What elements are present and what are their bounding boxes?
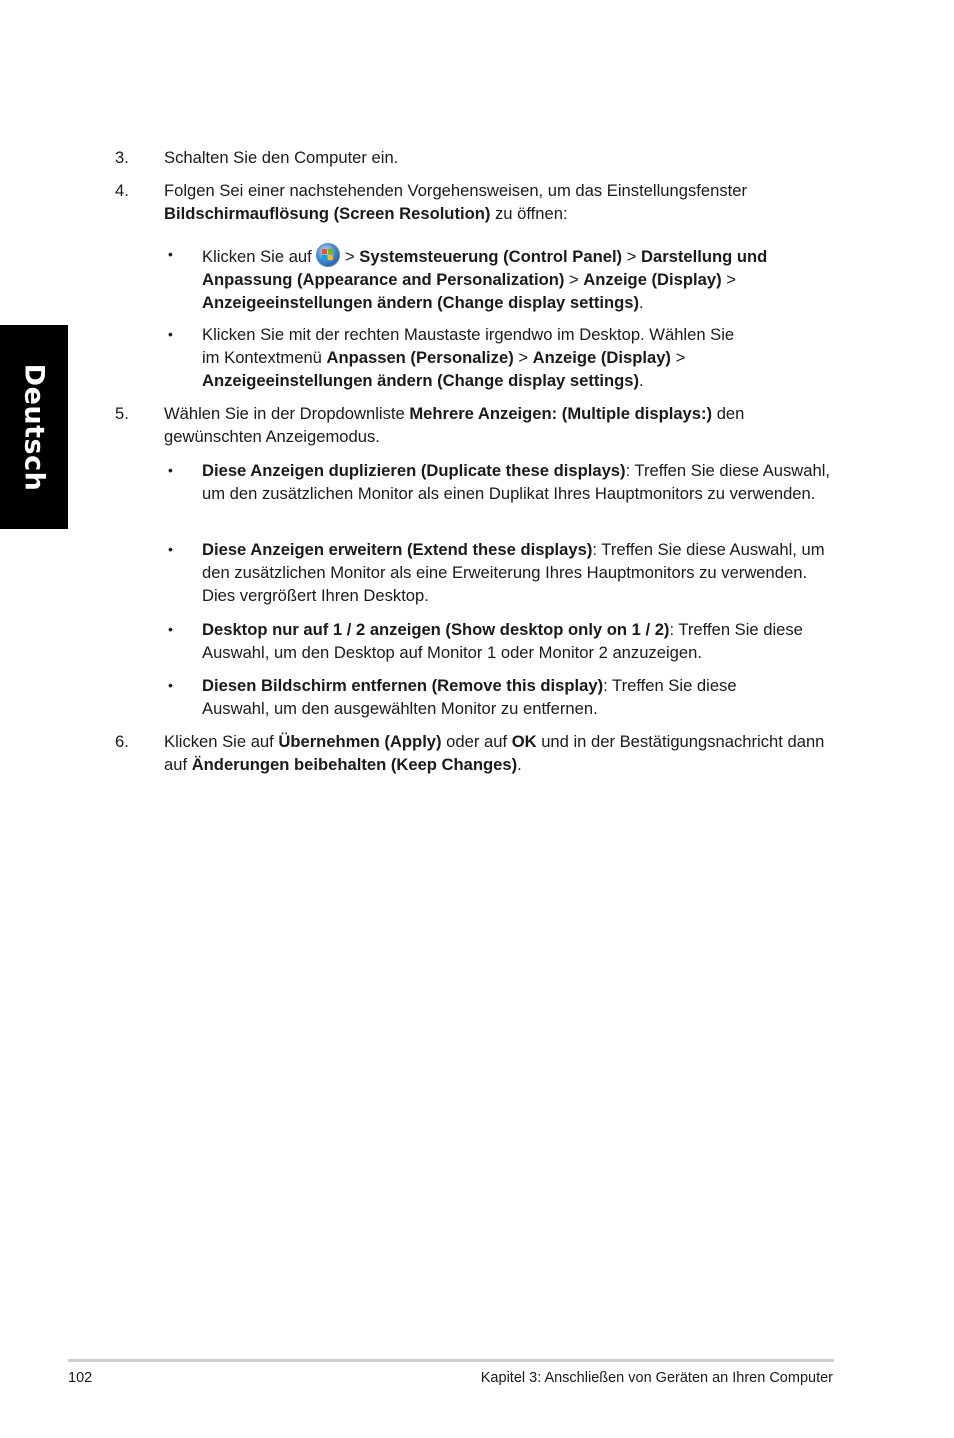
bold-run: Systemsteuerung (Control Panel) — [359, 247, 623, 266]
step-text — [164, 402, 779, 448]
text-run: und in der Bestätigungsnachricht dann auf — [164, 732, 825, 774]
bullet: • — [168, 677, 173, 693]
bold-run: Anzeige (Display) — [532, 348, 671, 367]
bold-run: Desktop nur auf 1 / 2 anzeigen (Show desktop only on 1 / 2) — [202, 620, 670, 639]
bullet-text — [202, 538, 834, 607]
step-text — [164, 179, 834, 225]
text-run: Wählen Sie in der Dropdownliste — [164, 404, 410, 423]
bold-run: Diesen Bildschirm entfernen (Remove this display) — [202, 676, 604, 695]
bold-run: Diese Anzeigen erweitern (Extend these displays) — [202, 540, 593, 559]
bold-run: Diese Anzeigen duplizieren (Duplicate these displays) — [202, 461, 626, 480]
step-number: 5. — [115, 404, 129, 423]
bold-run: Übernehmen (Apply) — [278, 732, 442, 751]
bullet: • — [168, 326, 173, 342]
bullet: • — [168, 541, 173, 557]
text-run: den gewünschten Anzeigemodus. — [164, 404, 745, 446]
bullet-text — [202, 323, 742, 392]
bold-run: Bildschirmauflösung (Screen Resolution) — [164, 204, 491, 223]
bold-run: Anpassen (Personalize) — [326, 348, 514, 367]
text-run: . — [639, 293, 644, 312]
page-number: 102 — [68, 1370, 93, 1386]
text-run: oder auf — [441, 732, 512, 751]
bold-run: Änderungen beibehalten (Keep Changes) — [191, 755, 518, 774]
text-run: Klicken Sie auf — [202, 247, 317, 266]
text-run: : Treffen Sie diese Auswahl, um den Desktop auf Monitor 1 oder Monitor 2 anzuzeigen. — [202, 620, 803, 662]
bullet-text — [202, 459, 834, 505]
bullet: • — [168, 246, 173, 262]
text-run: : Treffen Sie diese Auswahl, um den ausgewählten Monitor zu entfernen. — [202, 676, 737, 718]
step-number: 4. — [115, 181, 129, 200]
bold-run: OK — [511, 732, 537, 751]
step-number: 3. — [115, 148, 129, 167]
text-run: Folgen Sei einer nachstehenden Vorgehensweisen, um das Einstellungsfenster — [164, 181, 748, 200]
text-run: > — [340, 247, 360, 266]
bold-run: Anzeige (Display) — [583, 270, 722, 289]
text-run: > — [622, 247, 641, 266]
chapter-title: Kapitel 3: Anschließen von Geräten an Ihren Computer — [480, 1370, 833, 1386]
text-run: > — [670, 348, 686, 367]
text-run: . — [639, 371, 644, 390]
footer-divider — [68, 1359, 834, 1362]
text-run: > — [721, 270, 736, 289]
text-run: . — [517, 755, 522, 774]
text-run: > — [564, 270, 584, 289]
text-run: : Treffen Sie diese Auswahl, um den zusätzlichen Monitor als einen Duplikat Ihres Hauptmonitors zu verwenden. — [202, 461, 831, 503]
step-text: Schalten Sie den Computer ein. — [164, 148, 399, 167]
bullet-text — [202, 243, 834, 314]
text-run: Klicken Sie mit der rechten Maustaste irgendwo im Desktop. Wählen Sie im Kontextmenü — [202, 325, 735, 367]
bullet: • — [168, 621, 173, 637]
text-run: Klicken Sie auf — [164, 732, 279, 751]
text-run: > — [513, 348, 533, 367]
bold-run: Anzeigeeinstellungen ändern (Change display settings) — [202, 371, 640, 390]
bullet-text — [202, 618, 834, 664]
bold-run: Anzeigeeinstellungen ändern (Change display settings) — [202, 293, 640, 312]
bullet: • — [168, 462, 173, 478]
step-number: 6. — [115, 732, 129, 751]
text-run: zu öffnen: — [490, 204, 568, 223]
bold-run: Darstellung und Anpassung (Appearance and Personalization) — [202, 247, 768, 289]
windows-start-icon — [316, 243, 340, 267]
bullet-text — [202, 674, 772, 720]
text-run: : Treffen Sie diese Auswahl, um den zusätzlichen Monitor als eine Erweiterung Ihres Hauptmonitors zu verwenden. Dies vergrößert Ihren Desktop. — [202, 540, 825, 605]
language-tab-label: Deutsch — [18, 363, 50, 491]
step-text — [164, 730, 834, 776]
language-tab — [0, 325, 68, 529]
bold-run: Mehrere Anzeigen: (Multiple displays:) — [409, 404, 713, 423]
